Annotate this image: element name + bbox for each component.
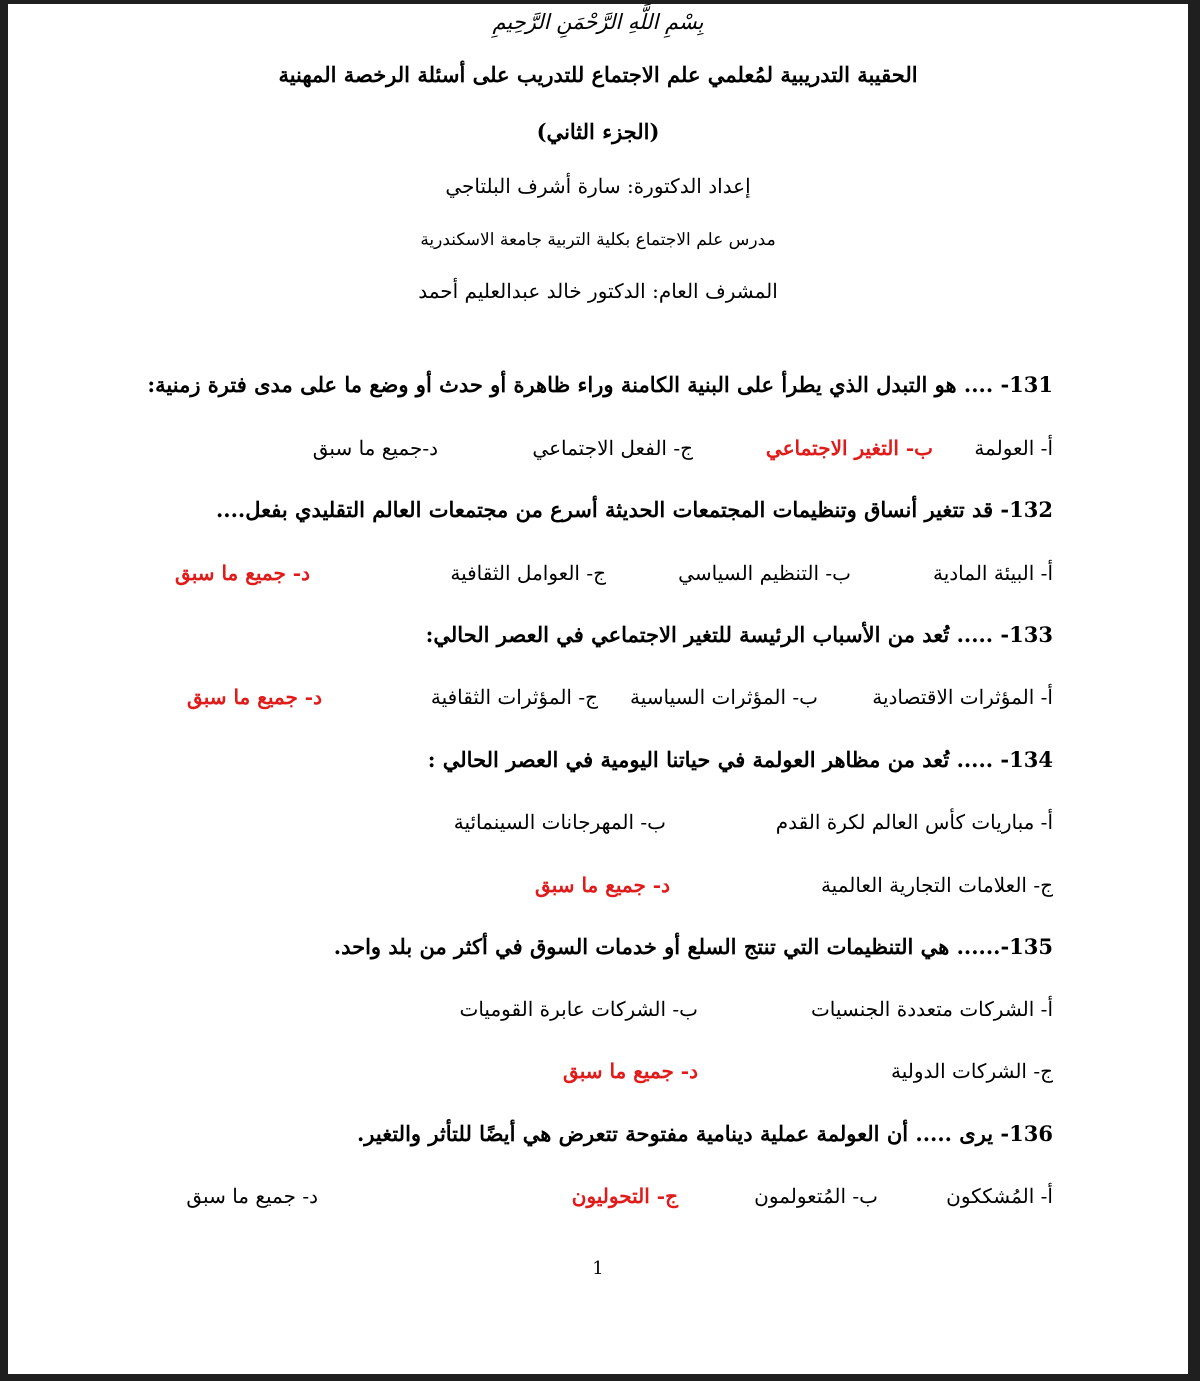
option-d-correct: د- جميع ما سبق — [175, 561, 310, 585]
option-b: ب- المهرجانات السينمائية — [453, 810, 666, 834]
option-a: أ- البيئة المادية — [932, 561, 1053, 585]
question-text: 135-...... هي التنظيمات التي تنتج السلع أو خدمات السوق في أكثر من بلد واحد. — [333, 934, 1053, 959]
option-a: أ- المُشككون — [946, 1184, 1053, 1208]
option-c: ج- الفعل الاجتماعي — [532, 436, 693, 460]
option-b-correct: ب- التغير الاجتماعي — [765, 436, 933, 460]
option-d: د-جميع ما سبق — [312, 436, 438, 460]
option-d: د- جميع ما سبق — [186, 1184, 318, 1208]
option-a: أ- العولمة — [974, 436, 1053, 460]
question-text: 131- .... هو التبدل الذي يطرأ على البنية الكامنة وراء ظاهرة أو حدث أو وضع ما على مدى فترة زمنية: — [147, 372, 1053, 397]
question-text: 136- يرى ..... أن العولمة عملية دينامية مفتوحة تتعرض هي أيضًا للتأثر والتغير. — [356, 1121, 1053, 1146]
option-a: أ- مباريات كأس العالم لكرة القدم — [775, 810, 1053, 834]
option-b: ب- المُتعولمون — [754, 1184, 878, 1208]
option-d-correct: د- جميع ما سبق — [563, 1059, 698, 1083]
option-c-correct: ج- التحوليون — [571, 1184, 678, 1208]
affiliation-line: مدرس علم الاجتماع بكلية التربية جامعة الاسكندرية — [420, 230, 776, 250]
author-line: إعداد الدكتورة: سارة أشرف البلتاجي — [445, 174, 751, 198]
option-d-correct: د- جميع ما سبق — [187, 685, 322, 709]
option-b: ب- التنظيم السياسي — [678, 561, 851, 585]
option-a: أ- الشركات متعددة الجنسيات — [810, 997, 1053, 1021]
question-text: 132- قد تتغير أنساق وتنظيمات المجتمعات الحديثة أسرع من مجتمعات العالم التقليدي بفعل.... — [215, 497, 1053, 522]
option-b: ب- الشركات عابرة القوميات — [459, 997, 698, 1021]
option-b: ب- المؤثرات السياسية — [630, 685, 818, 709]
question-text: 133- ..... تُعد من الأسباب الرئيسة للتغير الاجتماعي في العصر الحالي: — [425, 622, 1053, 647]
option-c: ج- العلامات التجارية العالمية — [820, 873, 1053, 897]
document-title: الحقيبة التدريبية لمُعلمي علم الاجتماع للتدريب على أسئلة الرخصة المهنية — [278, 62, 918, 87]
document-part: (الجزء الثاني) — [536, 119, 660, 144]
option-c: ج- الشركات الدولية — [890, 1059, 1053, 1083]
page-number: 1 — [592, 1258, 604, 1279]
option-c: ج- العوامل الثقافية — [450, 561, 606, 585]
option-c: ج- المؤثرات الثقافية — [430, 685, 598, 709]
option-d-correct: د- جميع ما سبق — [535, 873, 670, 897]
document-page — [8, 4, 1188, 1374]
supervisor-line: المشرف العام: الدكتور خالد عبدالعليم أحمد — [418, 279, 778, 303]
option-a: أ- المؤثرات الاقتصادية — [872, 685, 1053, 709]
question-text: 134- ..... تُعد من مظاهر العولمة في حياتنا اليومية في العصر الحالي : — [427, 747, 1053, 772]
basmala: بِسْمِ اللَّهِ الرَّحْمَنِ الرَّحِيمِ — [492, 10, 704, 34]
